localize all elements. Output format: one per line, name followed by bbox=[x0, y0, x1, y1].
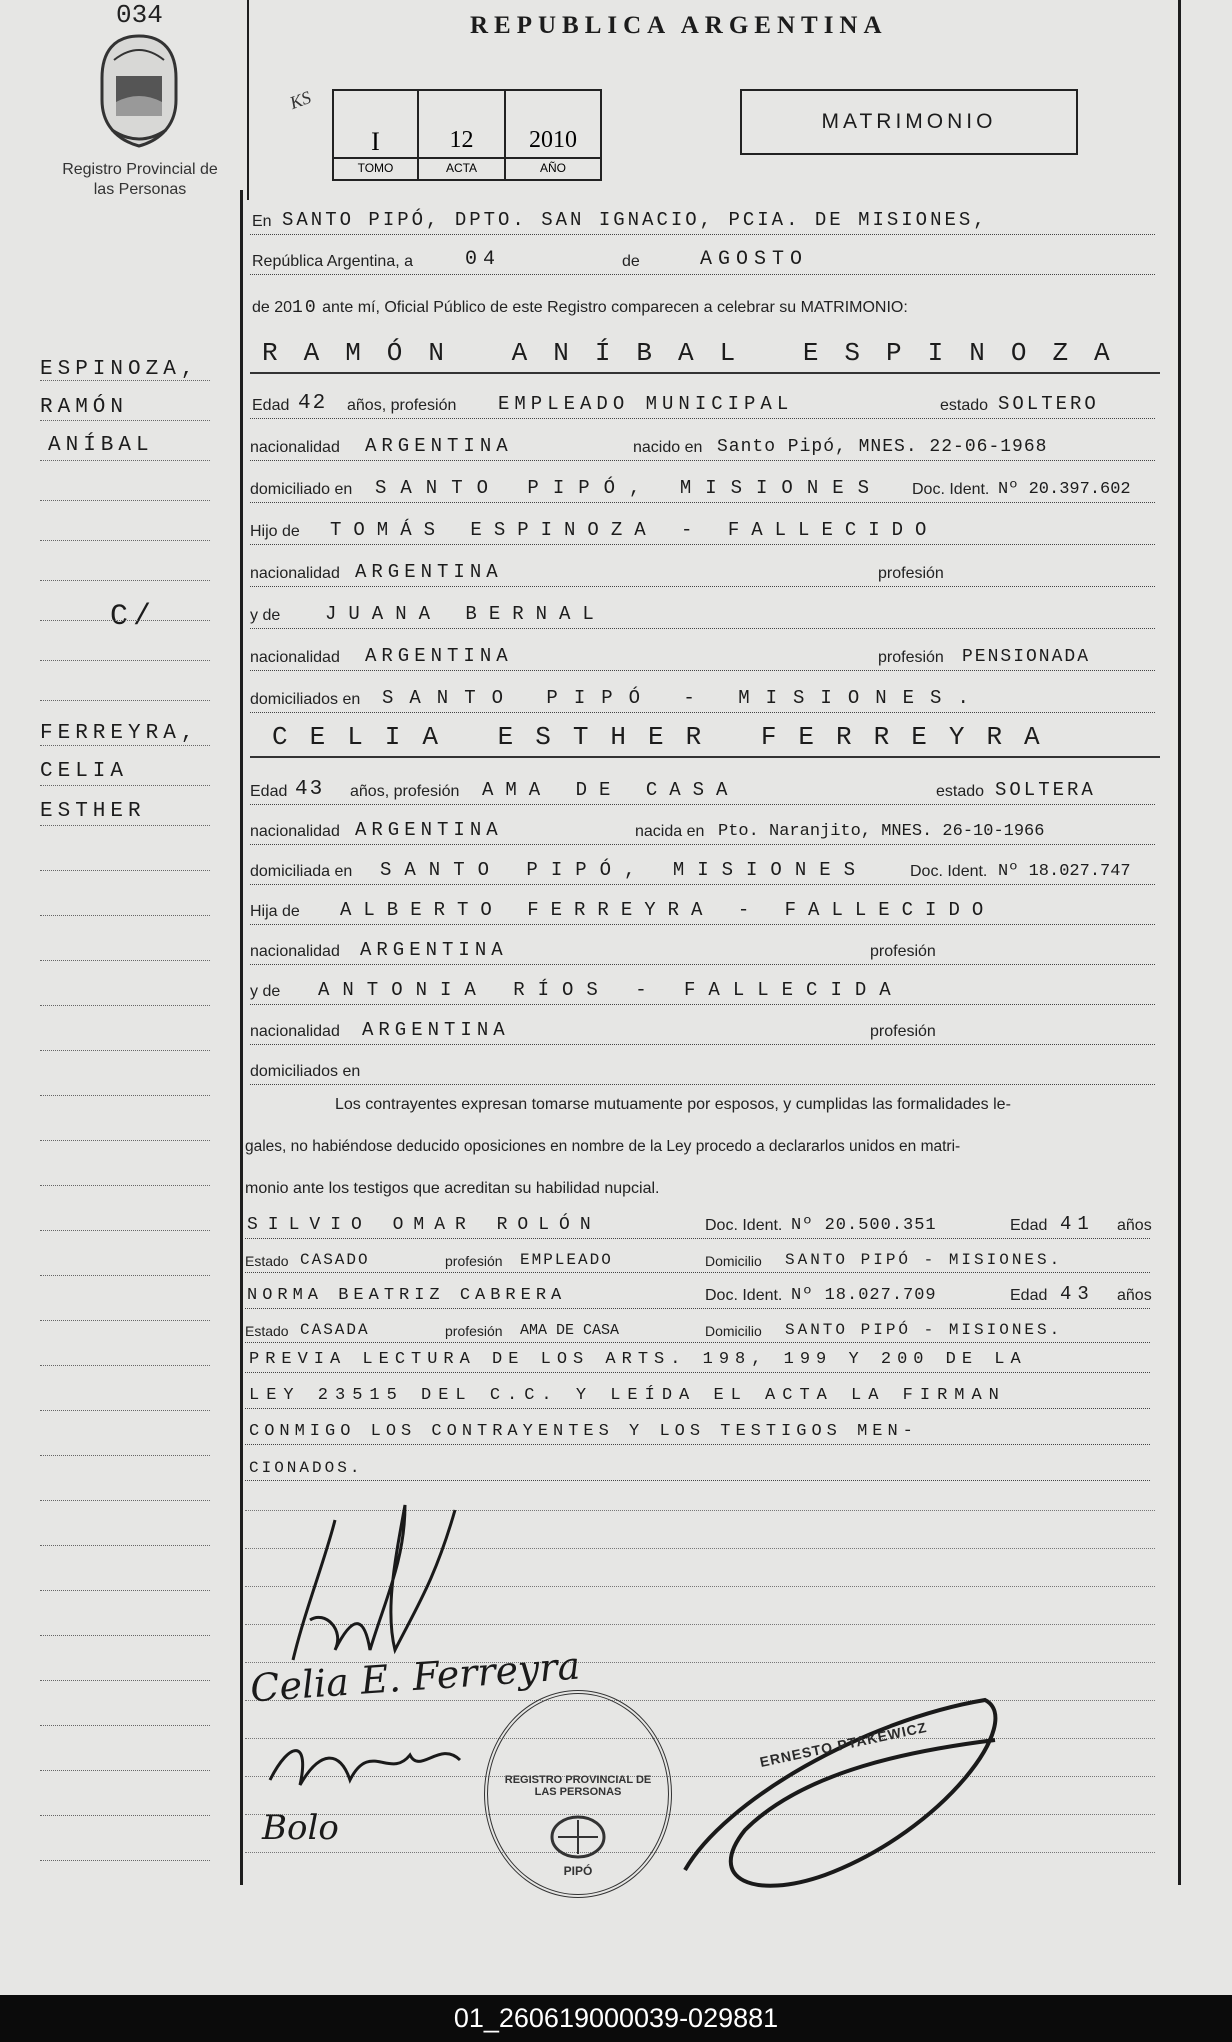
year-prefix: de 20 bbox=[252, 299, 293, 316]
groom-name-line bbox=[250, 328, 1160, 374]
tomo-label: TOMO bbox=[357, 161, 394, 175]
bride-mother: ANTONIA RÍOS - FALLECIDA bbox=[318, 979, 904, 1001]
estado-label: estado bbox=[936, 783, 985, 800]
margin-ruled-line bbox=[40, 825, 210, 826]
witness-1-name: SILVIO OMAR ROLÓN bbox=[247, 1215, 601, 1235]
margin-ruled-line bbox=[40, 745, 210, 746]
margin-ruled-line bbox=[40, 620, 210, 621]
ceremony-day: 04 bbox=[465, 248, 502, 271]
margin-ruled-line bbox=[40, 1275, 210, 1276]
margin-ruled-line bbox=[40, 1140, 210, 1141]
right-border bbox=[1178, 0, 1181, 1885]
domicilio-label: domiciliada en bbox=[250, 863, 353, 880]
nacido-label: nacido en bbox=[633, 439, 703, 456]
witness-1-civil-status: CASADO bbox=[300, 1251, 370, 1269]
margin-ruled-line bbox=[40, 915, 210, 916]
republic-label: República Argentina, a bbox=[252, 253, 413, 270]
witness-1-profession: EMPLEADO bbox=[520, 1251, 613, 1269]
yde-label: y de bbox=[250, 607, 281, 624]
tomo-value: I bbox=[371, 127, 380, 156]
doc-label: Doc. Ident. bbox=[705, 1287, 783, 1304]
bride-parents-domicile-line bbox=[250, 1050, 1155, 1085]
ceremony-place: SANTO PIPÓ, DPTO. SAN IGNACIO, PCIA. DE MISIONES, bbox=[282, 209, 988, 231]
profesion-label: profesión bbox=[878, 565, 944, 582]
year-suffix: 10 bbox=[292, 298, 318, 318]
margin-ruled-line bbox=[40, 1095, 210, 1096]
groom-civil-status: SOLTERO bbox=[998, 393, 1099, 415]
margin-ruled-line bbox=[40, 870, 210, 871]
seal-bottom-text: PIPÓ bbox=[563, 1864, 593, 1878]
declaration-line-2: gales, no habiéndose deducido oposiciones en nombre de la Ley procedo a declararlos unidos en matri- bbox=[245, 1138, 961, 1155]
declaration-line-3: monio ante los testigos que acreditan su habilidad nupcial. bbox=[245, 1180, 660, 1197]
groom-nationality-line bbox=[250, 426, 1155, 461]
margin-groom-surname: ESPINOZA, bbox=[40, 358, 199, 381]
closing-text-1: PREVIA LECTURA DE LOS ARTS. 198, 199 Y 200 DE LA bbox=[249, 1350, 1027, 1369]
country-title: REPUBLICA ARGENTINA bbox=[470, 12, 888, 39]
margin-ruled-line bbox=[40, 1680, 210, 1681]
bride-father-nationality-line bbox=[250, 930, 1155, 965]
bride-full-name: CELIA ESTHER FERREYRA bbox=[272, 722, 1062, 752]
intro-text: ante mí, Oficial Público de este Registro comparecen a celebrar su MATRIMONIO: bbox=[322, 299, 908, 316]
intro-place-line bbox=[250, 200, 1155, 235]
bride-domicile: SANTO PIPÓ, MISIONES bbox=[380, 859, 869, 881]
record-reference-box bbox=[332, 89, 602, 181]
groom-father-nationality-line bbox=[250, 552, 1155, 587]
anio-value: 2010 bbox=[529, 127, 577, 153]
margin-ruled-line bbox=[40, 1005, 210, 1006]
officer-stamp-text: ERNESTO PTAKEWICZ bbox=[758, 1718, 929, 1770]
groom-mother: JUANA BERNAL bbox=[325, 603, 606, 625]
bride-civil-status: SOLTERA bbox=[995, 779, 1096, 801]
en-label: En bbox=[252, 213, 272, 230]
groom-domicile-line bbox=[250, 468, 1155, 503]
groom-mother-nationality: ARGENTINA bbox=[365, 645, 513, 667]
nacionalidad-label: nacionalidad bbox=[250, 823, 340, 840]
initial-mark: KS bbox=[287, 87, 314, 114]
hija-label: Hija de bbox=[250, 903, 300, 920]
margin-ruled-line bbox=[40, 960, 210, 961]
groom-profession: EMPLEADO MUNICIPAL bbox=[498, 393, 794, 415]
bride-father-nationality: ARGENTINA bbox=[360, 939, 508, 961]
margin-groom-name-2: ANÍBAL bbox=[48, 434, 154, 457]
estado-label: estado bbox=[940, 397, 989, 414]
witness-2-name: NORMA BEATRIZ CABRERA bbox=[247, 1286, 567, 1305]
groom-parents-domicile-line bbox=[250, 678, 1155, 713]
yde-label: y de bbox=[250, 983, 281, 1000]
witness-1-doc: Nº 20.500.351 bbox=[791, 1216, 937, 1235]
margin-ruled-line bbox=[40, 1455, 210, 1456]
domicilio-label: domiciliado en bbox=[250, 481, 353, 498]
doc-label: Doc. Ident. bbox=[912, 481, 990, 498]
groom-father: TOMÁS ESPINOZA - FALLECIDO bbox=[330, 519, 939, 541]
seal-emblem-icon bbox=[548, 1814, 608, 1860]
witness-2-doc: Nº 18.027.709 bbox=[791, 1286, 937, 1305]
edad-label: Edad bbox=[250, 783, 288, 800]
de-label: de bbox=[622, 253, 640, 270]
edad-label: Edad bbox=[1010, 1217, 1048, 1234]
bride-age: 43 bbox=[295, 778, 325, 801]
bride-age-line bbox=[250, 770, 1155, 805]
margin-ruled-line bbox=[40, 785, 210, 786]
margin-conjunction: C/ bbox=[110, 600, 157, 634]
bride-father-line bbox=[250, 890, 1155, 925]
margin-ruled-line bbox=[40, 1725, 210, 1726]
folio-number: 034 bbox=[116, 0, 163, 30]
bride-mother-line bbox=[250, 970, 1155, 1005]
bride-birth: Pto. Naranjito, MNES. 26-10-1966 bbox=[718, 822, 1045, 841]
witness-1-detail-line bbox=[245, 1238, 1150, 1273]
doc-label: Doc. Ident. bbox=[910, 863, 988, 880]
witness-2-age: 43 bbox=[1060, 1283, 1095, 1305]
closing-line-4 bbox=[245, 1446, 1150, 1481]
witness-2-name-line bbox=[245, 1274, 1150, 1309]
bride-father: ALBERTO FERREYRA - FALLECIDO bbox=[340, 899, 996, 921]
anio-label: AÑO bbox=[539, 161, 566, 175]
file-id: 01_260619000039-029881 bbox=[453, 2003, 779, 2033]
registry-seal bbox=[484, 1690, 672, 1898]
nacida-label: nacida en bbox=[635, 823, 705, 840]
margin-ruled-line bbox=[40, 460, 210, 461]
margin-ruled-line bbox=[40, 500, 210, 501]
intro-date-line bbox=[250, 240, 1155, 275]
margin-ruled-line bbox=[40, 1410, 210, 1411]
margin-ruled-line bbox=[40, 1365, 210, 1366]
witness-1-signature bbox=[260, 1730, 480, 1800]
groom-full-name: RAMÓN ANÍBAL ESPINOZA bbox=[262, 338, 1136, 368]
groom-mother-line bbox=[250, 594, 1155, 629]
seal-text: REGISTRO PROVINCIAL DE LAS PERSONAS bbox=[504, 1774, 652, 1798]
margin-ruled-line bbox=[40, 1860, 210, 1861]
groom-father-line bbox=[250, 510, 1155, 545]
margin-ruled-line bbox=[40, 1230, 210, 1231]
anos-profesion-label: años, profesión bbox=[350, 783, 460, 800]
margin-ruled-line bbox=[40, 580, 210, 581]
margin-bride-name-1: CELIA bbox=[40, 760, 129, 783]
margin-bride-name-2: ESTHER bbox=[40, 800, 146, 823]
bride-mother-nationality: ARGENTINA bbox=[362, 1019, 510, 1041]
bride-nationality: ARGENTINA bbox=[355, 819, 503, 841]
witness-1-domicile: SANTO PIPÓ - MISIONES. bbox=[785, 1251, 1063, 1269]
declaration-line-1: Los contrayentes expresan tomarse mutuamente por esposos, y cumplidas las formalidades le- bbox=[335, 1096, 1011, 1113]
margin-groom-name-1: RAMÓN bbox=[40, 396, 129, 419]
nacionalidad-label: nacionalidad bbox=[250, 943, 340, 960]
domiciliados-label: domiciliados en bbox=[250, 1063, 361, 1080]
witness-2-domicile: SANTO PIPÓ - MISIONES. bbox=[785, 1321, 1063, 1339]
margin-ruled-line bbox=[40, 1545, 210, 1546]
bride-mother-nationality-line bbox=[250, 1010, 1155, 1045]
groom-mother-nationality-line bbox=[250, 636, 1155, 671]
margin-ruled-line bbox=[40, 540, 210, 541]
bride-doc: Nº 18.027.747 bbox=[998, 862, 1131, 881]
domicilio-label: Domicilio bbox=[705, 1323, 762, 1339]
margin-ruled-line bbox=[40, 1185, 210, 1186]
edad-label: Edad bbox=[252, 397, 290, 414]
acta-label: ACTA bbox=[445, 161, 478, 175]
header-divider bbox=[247, 0, 249, 200]
groom-age-line bbox=[250, 384, 1155, 419]
anos-label: años bbox=[1117, 1287, 1152, 1304]
groom-nationality: ARGENTINA bbox=[365, 435, 513, 457]
closing-text-4: CIONADOS. bbox=[249, 1459, 363, 1477]
margin-ruled-line bbox=[40, 420, 210, 421]
margin-ruled-line bbox=[40, 380, 210, 381]
margin-ruled-line bbox=[40, 1770, 210, 1771]
witness-1-name-line bbox=[245, 1204, 1150, 1239]
profesion-label: profesión bbox=[878, 649, 944, 666]
margin-ruled-line bbox=[40, 1590, 210, 1591]
groom-doc: Nº 20.397.602 bbox=[998, 480, 1131, 499]
groom-age: 42 bbox=[298, 392, 328, 415]
closing-line-2 bbox=[245, 1374, 1150, 1409]
groom-mother-profession: PENSIONADA bbox=[962, 647, 1091, 667]
profesion-label: profesión bbox=[445, 1253, 503, 1269]
groom-domicile: SANTO PIPÓ, MISIONES bbox=[375, 477, 884, 499]
margin-ruled-line bbox=[40, 1815, 210, 1816]
margin-ruled-line bbox=[40, 1500, 210, 1501]
groom-parents-domicile: SANTO PIPÓ - MISIONES. bbox=[382, 687, 985, 709]
doc-label: Doc. Ident. bbox=[705, 1217, 783, 1234]
margin-bride-surname: FERREYRA, bbox=[40, 722, 199, 745]
office-label: Registro Provincial de las Personas bbox=[62, 161, 218, 198]
edad-label: Edad bbox=[1010, 1287, 1048, 1304]
witness-2-civil-status: CASADA bbox=[300, 1321, 370, 1339]
nacionalidad-label: nacionalidad bbox=[250, 565, 340, 582]
estado-label: Estado bbox=[245, 1253, 289, 1269]
estado-label: Estado bbox=[245, 1323, 289, 1339]
record-type-box bbox=[740, 89, 1078, 155]
witness-2-signature: Bolo bbox=[262, 1808, 339, 1848]
hijo-label: Hijo de bbox=[250, 523, 300, 540]
nacionalidad-label: nacionalidad bbox=[250, 649, 340, 666]
domicilio-label: Domicilio bbox=[705, 1253, 762, 1269]
closing-text-3: CONMIGO LOS CONTRAYENTES Y LOS TESTIGOS MEN- bbox=[249, 1422, 918, 1441]
closing-line-1 bbox=[245, 1338, 1150, 1373]
profesion-label: profesión bbox=[870, 1023, 936, 1040]
profesion-label: profesión bbox=[870, 943, 936, 960]
record-type: MATRIMONIO bbox=[821, 110, 997, 133]
provincial-emblem-icon bbox=[84, 30, 194, 150]
bride-nationality-line bbox=[250, 810, 1155, 845]
margin-ruled-line bbox=[40, 1635, 210, 1636]
witness-2-profession: AMA DE CASA bbox=[520, 1322, 620, 1339]
nacionalidad-label: nacionalidad bbox=[250, 1023, 340, 1040]
nacionalidad-label: nacionalidad bbox=[250, 439, 340, 456]
profesion-label: profesión bbox=[445, 1323, 503, 1339]
intro-statement-line bbox=[252, 298, 908, 318]
closing-line-3 bbox=[245, 1410, 1150, 1445]
bride-name-line bbox=[250, 712, 1160, 758]
acta-value: 12 bbox=[449, 127, 474, 153]
anos-label: años bbox=[1117, 1217, 1152, 1234]
margin-ruled-line bbox=[40, 1320, 210, 1321]
bride-domicile-line bbox=[250, 850, 1155, 885]
margin-ruled-line bbox=[40, 1050, 210, 1051]
groom-birth: Santo Pipó, MNES. 22-06-1968 bbox=[717, 437, 1048, 457]
bride-signature: Celia E. Ferreyra bbox=[248, 1643, 582, 1711]
margin-ruled-line bbox=[40, 660, 210, 661]
witness-1-age: 41 bbox=[1060, 1213, 1095, 1235]
margin-ruled-line bbox=[40, 700, 210, 701]
margin-divider bbox=[240, 190, 243, 1885]
domiciliados-label: domiciliados en bbox=[250, 691, 361, 708]
closing-text-2: LEY 23515 DEL C.C. Y LEÍDA EL ACTA LA FIRMAN bbox=[249, 1386, 1006, 1405]
bride-profession: AMA DE CASA bbox=[482, 779, 740, 801]
anos-profesion-label: años, profesión bbox=[347, 397, 457, 414]
groom-father-nationality: ARGENTINA bbox=[355, 561, 503, 583]
file-id-bar bbox=[0, 1995, 1232, 2042]
ceremony-month: AGOSTO bbox=[700, 248, 809, 271]
